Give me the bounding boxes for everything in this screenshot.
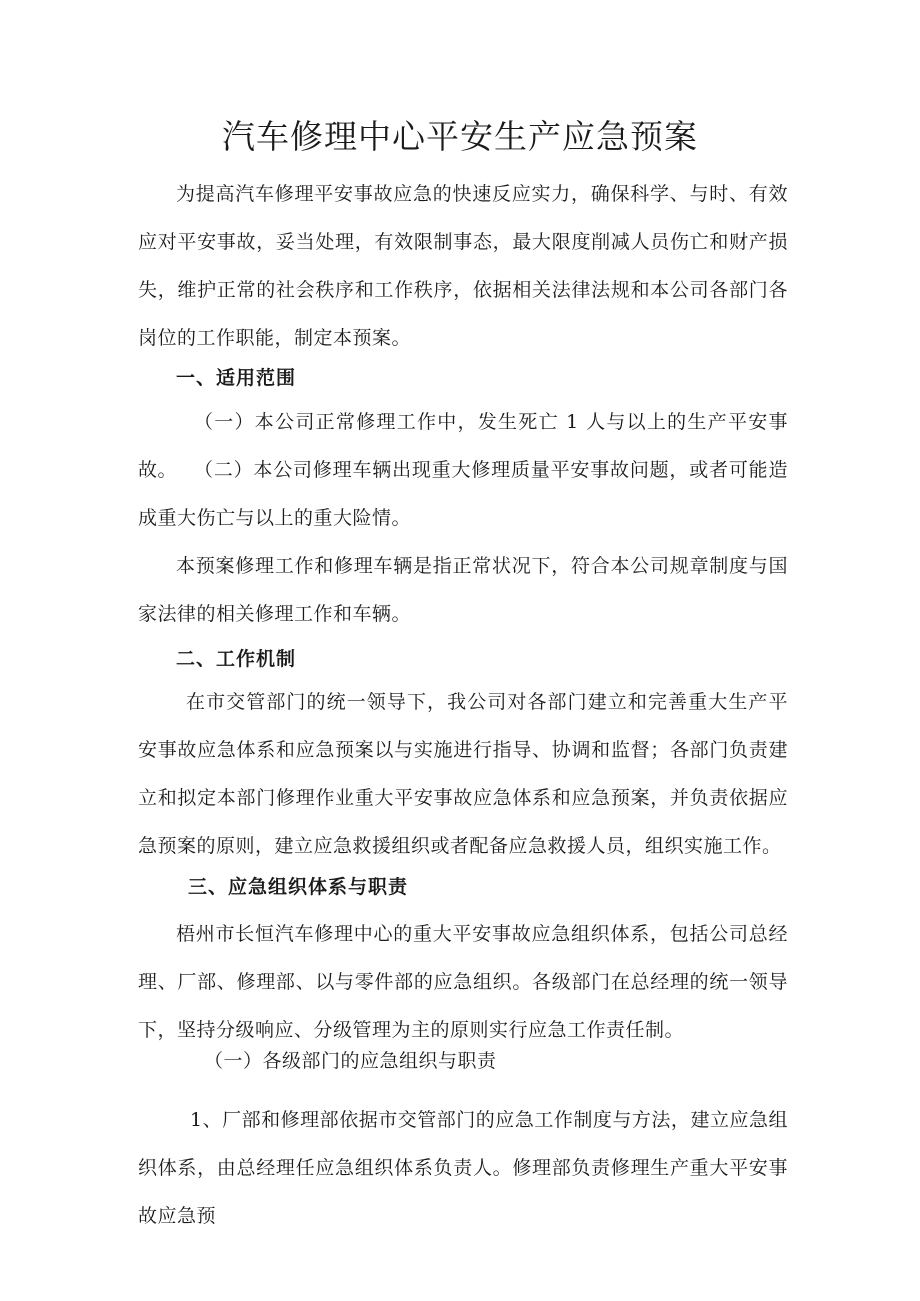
section-3-sub-1: （一）各级部门的应急组织与职责 bbox=[204, 1050, 497, 1072]
section-2-body: 在市交管部门的统一领导下，我公司对各部门建立和完善重大生产平安事故应急体系和应急预案以与实施进行指导、协调和监督；各部门负责建立和拟定本部门修理作业重大平安事故应急体系和应急预案，并负责依据应急预案的原则，建立应急救援组织或者配备应急救援人员，组织实施工作。 bbox=[138, 691, 788, 857]
document-title: 汽车修理中心平安生产应急预案 bbox=[222, 117, 698, 156]
section-1-heading: 一、适用范围 bbox=[176, 367, 297, 389]
section-1-note: 本预案修理工作和修理车辆是指正常状况下，符合本公司规章制度与国家法律的相关修理工作和车辆。 bbox=[138, 555, 788, 625]
section-2-heading: 二、工作机制 bbox=[176, 648, 297, 670]
section-3-body: 梧州市长恒汽车修理中心的重大平安事故应急组织体系，包括公司总经理、厂部、修理部、以与零件部的应急组织。各级部门在总经理的统一领导下，坚持分级响应、分级管理为主的原则实行应急工作责任制。 bbox=[138, 923, 788, 1041]
section-3-point-1: 1、厂部和修理部依据市交管部门的应急工作制度与方法，建立应急组织体系，由总经理任应急组织体系负责人。修理部负责修理生产重大平安事故应急预 bbox=[138, 1109, 788, 1227]
section-1-item-2: （二）本公司修理车辆出现重大修理质量平安事故问题，或者可能造成重大伤亡与以上的重大险情。 bbox=[138, 459, 788, 529]
section-1-item-1: （一）本公司正常修理工作中，发生死亡 1 人与以上的生产平安事故。 bbox=[138, 411, 788, 481]
intro-paragraph: 为提高汽车修理平安事故应急的快速反应实力，确保科学、与时、有效应对平安事故，妥当处理，有效限制事态，最大限度削减人员伤亡和财产损失，维护正常的社会秩序和工作秩序，依据相关法律法规和本公司各部门各岗位的工作职能，制定本预案。 bbox=[138, 183, 788, 349]
section-3-heading: 三、应急组织体系与职责 bbox=[188, 876, 409, 898]
